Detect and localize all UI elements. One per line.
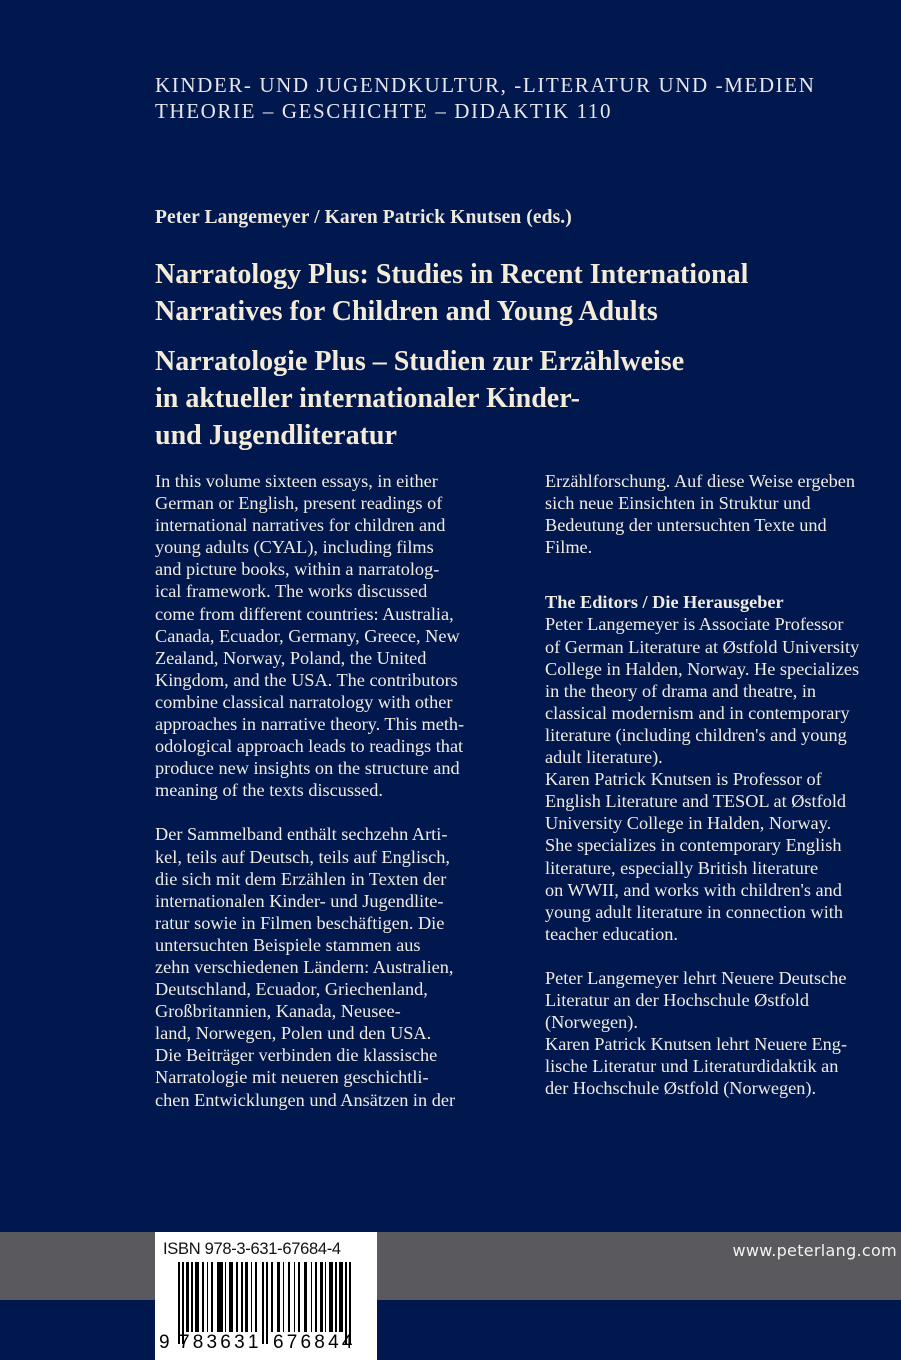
text-line: odological approach leads to readings that (155, 736, 464, 757)
text-line: teacher education. (545, 923, 678, 944)
text-line: In this volume sixteen essays, in either (155, 471, 438, 491)
isbn-barcode-box (155, 1232, 377, 1360)
paragraph-gap (545, 558, 895, 591)
text-line: Bedeutung der untersuchten Texte und (545, 515, 827, 536)
text-line: der Hochschule Østfold (Norwegen). (545, 1078, 817, 1099)
english-blurb (155, 470, 515, 801)
text-line: chen Entwicklungen und Ansätzen in der (155, 1089, 456, 1110)
text-line: Karen Patrick Knutsen lehrt Neuere Eng- (545, 1034, 848, 1055)
editors-line: Peter Langemeyer / Karen Patrick Knutsen (eds.) (155, 207, 572, 228)
title-de-line: in aktueller internationaler Kinder- (155, 383, 580, 414)
text-line: ical framework. The works discussed (155, 581, 428, 602)
editors-bio-english (545, 613, 895, 944)
publisher-url[interactable]: www.peterlang.com (732, 1241, 897, 1260)
text-line: of German Literature at Østfold University (545, 636, 860, 657)
text-line: international narratives for children and (155, 515, 446, 536)
text-line: Narratologie mit neueren geschichtli- (155, 1067, 429, 1088)
text-line: classical modernism and in contemporary (545, 702, 850, 723)
left-column (155, 470, 515, 1111)
barcode-digits-right: 676844 (273, 1332, 356, 1353)
text-line: come from different countries: Australia, (155, 603, 454, 624)
series-line-1: KINDER- UND JUGENDKULTUR, -LITERATUR UND -MEDIEN (155, 73, 816, 97)
text-line: in the theory of drama and theatre, in (545, 680, 817, 701)
title-en-line: Narratology Plus: Studies in Recent International (155, 259, 749, 290)
text-line: Erzählforschung. Auf diese Weise ergeben (545, 471, 856, 491)
text-line: and picture books, within a narratolog- (155, 559, 440, 580)
text-line: young adults (CYAL), including films (155, 537, 434, 558)
text-line: adult literature). (545, 747, 663, 768)
text-line: zehn verschiedenen Ländern: Australien, (155, 956, 454, 977)
text-line: Zealand, Norway, Poland, the United (155, 647, 427, 668)
title-english (155, 256, 748, 330)
text-line: approaches in narrative theory. This meth- (155, 714, 465, 735)
text-line: ratur sowie in Filmen beschäftigen. Die (155, 912, 445, 933)
text-line: German or English, present readings of (155, 493, 443, 514)
text-line: English Literature and TESOL at Østfold (545, 791, 847, 812)
text-line: kel, teils auf Deutsch, teils auf Englisch, (155, 846, 450, 867)
text-line: Peter Langemeyer lehrt Neuere Deutsche (545, 967, 847, 988)
text-line: combine classical narratology with other (155, 691, 453, 712)
title-de-line: und Jugendliteratur (155, 420, 397, 451)
title-de-line: Narratologie Plus – Studien zur Erzählweise (155, 346, 685, 377)
text-line: Der Sammelband enthält sechzehn Arti- (155, 824, 448, 845)
right-column (545, 470, 895, 1099)
text-line: College in Halden, Norway. He specializes (545, 658, 860, 679)
text-line: Kingdom, and the USA. The contributors (155, 669, 458, 690)
text-line: literature, especially British literature (545, 857, 819, 878)
text-line: (Norwegen). (545, 1012, 638, 1033)
text-line: die sich mit dem Erzählen in Texten der (155, 868, 447, 889)
text-line: She specializes in contemporary English (545, 835, 842, 856)
paragraph-gap (155, 801, 515, 823)
text-line: land, Norwegen, Polen und den USA. (155, 1023, 432, 1044)
title-german (155, 343, 684, 454)
paragraph-gap (545, 945, 895, 967)
text-line: literature (including children's and young (545, 724, 847, 745)
german-blurb-continued (545, 470, 895, 558)
text-line: University College in Halden, Norway. (545, 813, 832, 834)
text-line: sich neue Einsichten in Struktur und (545, 493, 811, 514)
text-line: young adult literature in connection with (545, 901, 844, 922)
editors-bio-german (545, 967, 895, 1100)
text-line: Peter Langemeyer is Associate Professor (545, 614, 844, 635)
german-blurb (155, 823, 515, 1110)
barcode-digits-left: 783631 (179, 1332, 262, 1353)
text-line: Literatur an der Hochschule Østfold (545, 989, 809, 1010)
text-line: untersuchten Beispiele stammen aus (155, 934, 421, 955)
series-heading (155, 72, 815, 124)
editors-heading: The Editors / Die Herausgeber (545, 592, 784, 613)
text-line: internationalen Kinder- und Jugendlite- (155, 890, 444, 911)
text-line: Filme. (545, 537, 593, 558)
title-en-line: Narratives for Children and Young Adults (155, 296, 658, 327)
text-line: Die Beiträger verbinden die klassische (155, 1045, 438, 1066)
text-line: Deutschland, Ecuador, Griechenland, (155, 979, 428, 1000)
barcode-digit-first: 9 (159, 1332, 170, 1353)
text-line: lische Literatur und Literaturdidaktik an (545, 1056, 839, 1077)
text-line: meaning of the texts discussed. (155, 780, 383, 801)
text-line: Großbritannien, Kanada, Neusee- (155, 1001, 401, 1022)
text-line: produce new insights on the structure and (155, 758, 460, 779)
text-line: Karen Patrick Knutsen is Professor of (545, 769, 822, 790)
text-line: Canada, Ecuador, Germany, Greece, New (155, 625, 460, 646)
series-line-2: THEORIE – GESCHICHTE – DIDAKTIK 110 (155, 99, 613, 123)
isbn-label: ISBN 978-3-631-67684-4 (163, 1240, 341, 1258)
text-line: on WWII, and works with children's and (545, 879, 842, 900)
